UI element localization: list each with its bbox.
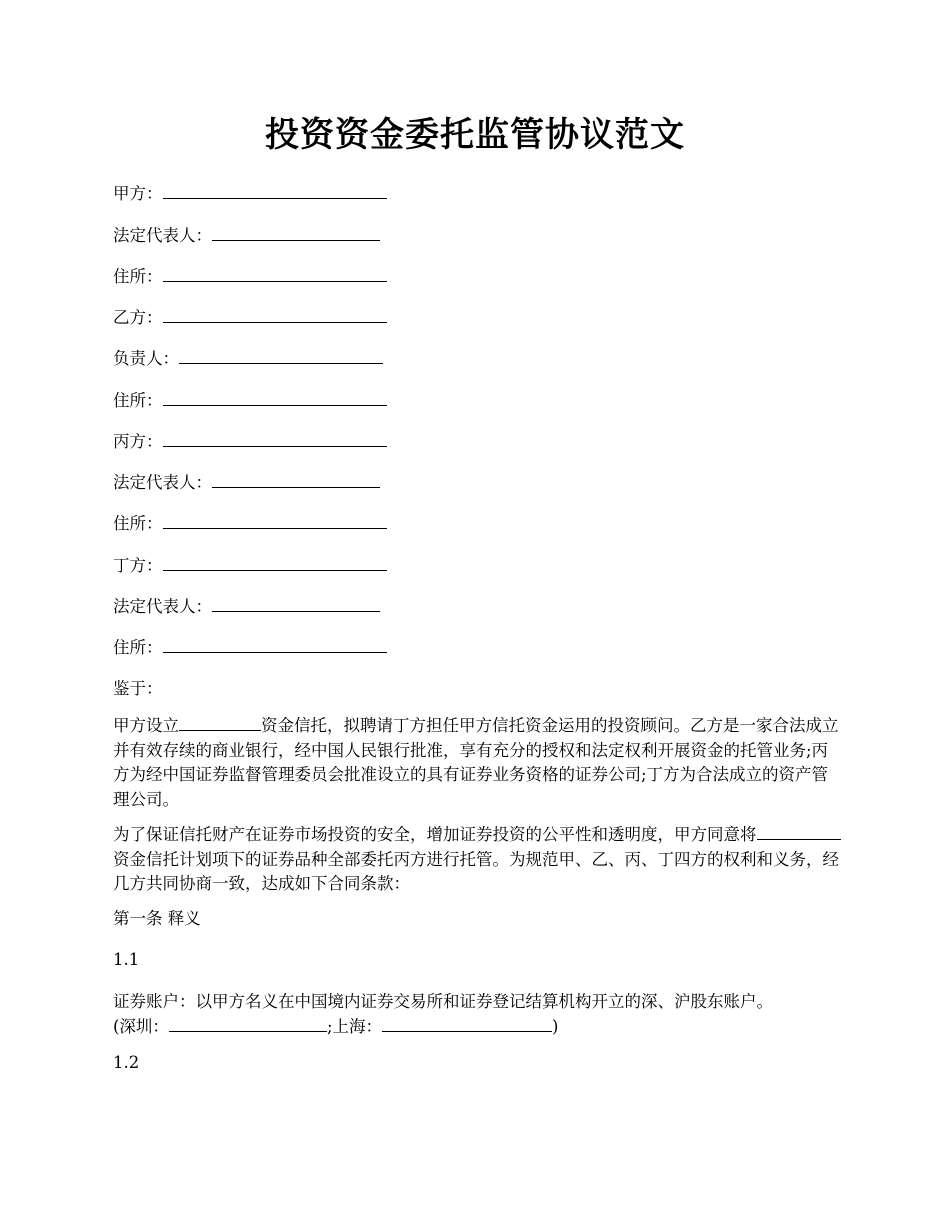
party-a-rep-label: 法定代表人： — [113, 226, 212, 245]
party-d-address-label: 住所： — [113, 638, 163, 657]
party-b-address-label: 住所： — [113, 391, 163, 410]
party-c-field — [113, 430, 387, 453]
securities-account-text: 证券账户：以甲方名义在中国境内证券交易所和证券登记结算机构开立的深、沪股东账户。 — [113, 992, 773, 1011]
party-d-blank — [163, 554, 387, 571]
para2-post: 资金信托计划项下的证券品种全部委托丙方进行托管。为规范甲、乙、丙、丁四方的权利和义务，经几方共同协商一致，达成如下合同条款： — [113, 849, 839, 893]
party-a-label: 甲方： — [113, 184, 163, 203]
shanghai-label: ;上海： — [326, 1016, 382, 1036]
party-c-rep-blank — [212, 471, 380, 488]
party-c-address-label: 住所： — [113, 514, 163, 533]
party-a-rep-field — [113, 224, 380, 247]
article-1-heading: 第一条 释义 — [113, 909, 201, 928]
securities-account-paragraph — [113, 990, 853, 1039]
trust-name-blank — [179, 714, 261, 731]
document-title: 投资资金委托监管协议范文 — [265, 115, 685, 155]
party-b-head-blank — [179, 347, 383, 364]
close-paren: ) — [552, 1016, 559, 1036]
party-a-address-label: 住所： — [113, 267, 163, 286]
party-d-address-blank — [163, 636, 387, 653]
para1-pre: 甲方设立 — [113, 716, 179, 735]
whereas-paragraph — [113, 714, 843, 812]
party-d-rep-field — [113, 595, 380, 618]
party-c-address-field — [113, 512, 387, 535]
party-d-address-field — [113, 636, 387, 659]
para2-pre: 为了保证信托财产在证券市场投资的安全，增加证券投资的公平性和透明度，甲方同意将 — [113, 825, 757, 844]
party-c-label: 丙方： — [113, 432, 163, 451]
party-b-blank — [163, 306, 387, 323]
party-c-blank — [163, 430, 387, 447]
party-b-head-field — [113, 347, 383, 370]
party-b-address-blank — [163, 389, 387, 406]
party-d-label: 丁方： — [113, 556, 163, 575]
party-b-address-field — [113, 389, 387, 412]
party-b-field — [113, 306, 387, 329]
clause-1-1: 1.1 — [113, 950, 140, 969]
party-a-blank — [163, 182, 387, 199]
para1-post: 资金信托，拟聘请丁方担任甲方信托资金运用的投资顾问。乙方是一家合法成立并有效存续的商业银行，经中国人民银行批准，享有充分的授权和法定权利开展资金的托管业务;丙方为经中国证券监督管理委员会批准设立的具有证券业务资格的证券公司;丁方为合法成立的资产管理公司。 — [113, 716, 839, 809]
party-c-rep-field — [113, 471, 380, 494]
purpose-paragraph — [113, 823, 843, 897]
party-d-field — [113, 554, 387, 577]
party-d-rep-blank — [212, 595, 380, 612]
shenzhen-label: (深圳： — [113, 1016, 169, 1036]
shanghai-account-blank — [382, 1015, 552, 1032]
party-c-address-blank — [163, 512, 387, 529]
party-c-rep-label: 法定代表人： — [113, 473, 212, 492]
party-b-label: 乙方： — [113, 308, 163, 327]
party-d-rep-label: 法定代表人： — [113, 597, 212, 616]
party-a-field — [113, 182, 387, 205]
party-a-address-field — [113, 265, 387, 288]
party-b-head-label: 负责人： — [113, 349, 179, 368]
trust-plan-blank — [757, 823, 841, 840]
shenzhen-account-blank — [169, 1015, 327, 1032]
party-a-rep-blank — [212, 224, 380, 241]
clause-1-2: 1.2 — [113, 1053, 140, 1072]
party-a-address-blank — [163, 265, 387, 282]
whereas-label: 鉴于： — [113, 679, 163, 698]
